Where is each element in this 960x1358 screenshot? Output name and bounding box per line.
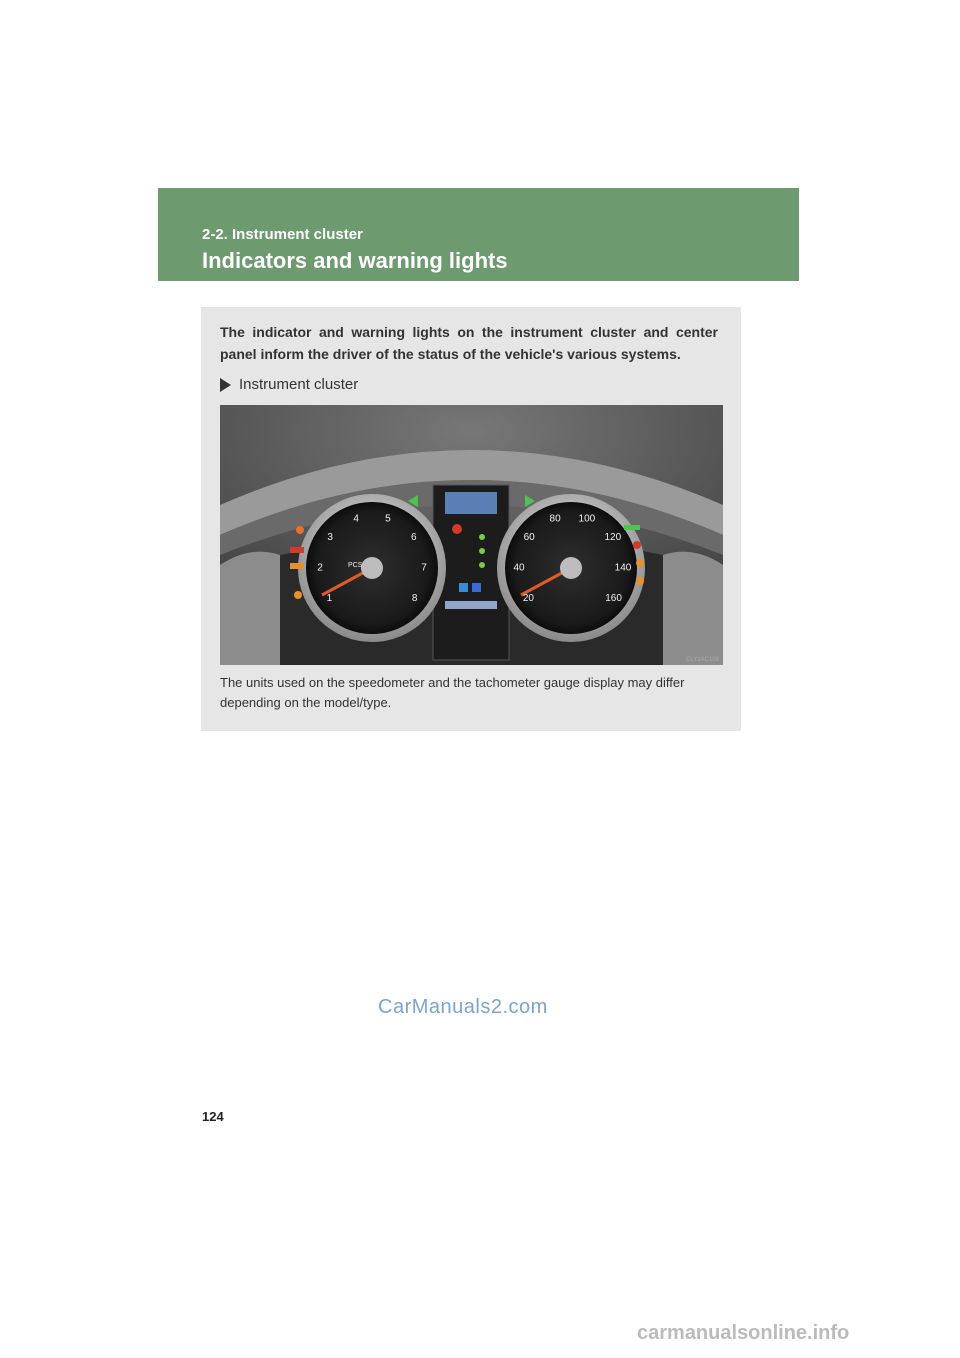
page-number: 124	[202, 1109, 224, 1124]
sub-heading	[220, 376, 358, 393]
tachometer-tick-label: 1	[326, 592, 333, 604]
tachometer-tick-label: 6	[411, 532, 417, 544]
speedometer-tick-label: 120	[604, 532, 622, 544]
speedometer-tick-label: 140	[614, 562, 632, 574]
speedometer-tick-label: 60	[523, 532, 535, 544]
instrument-cluster-illustration	[220, 405, 723, 665]
section-header	[158, 188, 799, 281]
tachometer-tick-label: 2	[317, 562, 323, 574]
section-label: 2-2. Instrument cluster	[202, 226, 363, 243]
tachometer-tick-label: 3	[327, 532, 333, 544]
pcs-label: PCS	[348, 562, 363, 569]
speedometer-tick-label: 80	[549, 513, 561, 525]
sub-heading-label: Instrument cluster	[239, 376, 359, 393]
tachometer-tick-label: 4	[353, 513, 359, 525]
page-title: Indicators and warning lights	[202, 248, 508, 273]
intro-panel	[201, 307, 741, 731]
footer-watermark: carmanualsonline.info	[637, 1322, 850, 1344]
intro-text: The indicator and warning lights on the instrument cluster and center panel inform the driver of the status of the vehicle's various systems.	[220, 324, 718, 362]
tachometer-tick-label: 7	[421, 562, 427, 574]
triangle-bullet-icon	[220, 378, 231, 392]
tachometer-tick-label: 5	[385, 513, 391, 525]
speedometer-tick-label: 100	[578, 513, 596, 525]
figure-code: CLY2AC108	[686, 657, 719, 663]
tachometer-tick-label: 8	[411, 592, 418, 604]
speedometer-tick-label: 40	[513, 562, 525, 574]
instrument-cluster-photo	[220, 405, 723, 665]
speedometer-tick-label: 20	[522, 592, 534, 604]
caption: The units used on the speedometer and the tachometer gauge display may differ depending on the model/type.	[220, 675, 685, 710]
watermark-text: CarManuals2.com	[378, 996, 548, 1018]
speedometer-tick-label: 160	[605, 592, 622, 604]
